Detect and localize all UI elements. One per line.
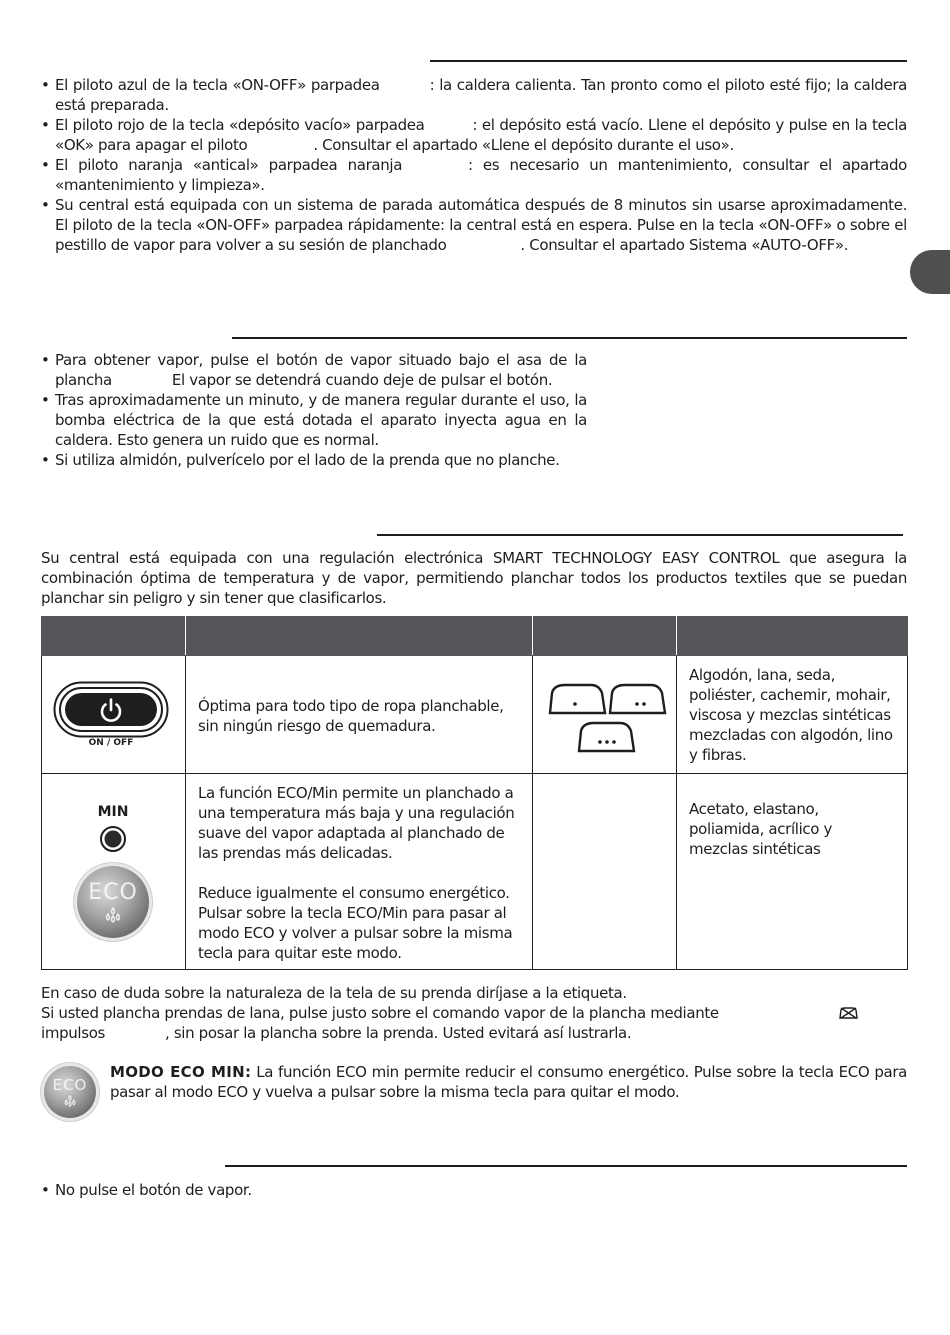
section-1-heading-rule xyxy=(430,60,907,62)
section-1-bullet-list xyxy=(41,75,907,255)
section-3-heading-rule xyxy=(377,534,903,536)
table-header-cell xyxy=(533,617,677,656)
section-4-heading-rule xyxy=(225,1165,907,1167)
section-4-bullet-list xyxy=(41,1180,907,1200)
eco-button xyxy=(77,866,149,938)
description-cell: Óptima para todo tipo de ropa planchable, sin ningún riesgo de quemadura. xyxy=(186,656,533,774)
iron-two-dots-icon xyxy=(610,685,665,713)
table-row xyxy=(42,656,908,774)
table-header-cell xyxy=(42,617,186,656)
section-thumb-tab xyxy=(910,250,950,294)
settings-table xyxy=(41,616,908,970)
eco-mode-title: MODO ECO MIN: xyxy=(110,1063,252,1081)
steam-drops-icon xyxy=(62,1095,78,1107)
description-cell: La función ECO/Min permite un planchado a una temperatura más baja y una regulación suave del vapor adaptada al planchado de las prendas más delicadas. Reduce igualmente el consumo energético. Pulsar sobre la tecla ECO/Min para pasar al modo ECO y volver a pulsar sobre la misma tecla para quitar este modo. xyxy=(186,774,533,970)
iron-three-dots-icon xyxy=(579,723,634,751)
list-item: • No pulse el botón de vapor. xyxy=(41,1180,907,1200)
wool-note-line-1: Si usted plancha prendas de lana, pulse justo sobre el comando vapor de la plancha mediante xyxy=(41,1004,719,1022)
table-header-cell xyxy=(186,617,533,656)
list-item: • El piloto rojo de la tecla «depósito vacío» parpadea : el depósito está vacío. Llene el depósito y pulse en la tecla «OK» para apagar el piloto . Consultar el apartado «Llene el depósito durante el uso». xyxy=(41,115,907,155)
fabric-doubt-note: En caso de duda sobre la naturaleza de la tela de su prenda diríjase a la etiqueta. xyxy=(41,984,627,1002)
wool-note-line-2: impulsos , sin posar la plancha sobre la prenda. Usted evitará así lustrarla. xyxy=(41,1024,632,1042)
section-2-bullet-list xyxy=(41,350,587,470)
table-header-cell xyxy=(677,617,908,656)
list-item: • Si utiliza almidón, pulverícelo por el lado de la prenda que no planche. xyxy=(41,450,587,470)
eco-mode-description: MODO ECO MIN: La función ECO min permite reducir el consumo energético. Pulse sobre la tecla ECO para pasar al modo ECO y vuelva a pulsar sobre la misma tecla para quitar el modo. xyxy=(110,1063,907,1101)
table-row xyxy=(42,774,908,970)
list-item: • Tras aproximadamente un minuto, y de manera regular durante el uso, la bomba eléctrica de la que está dotada el aparato inyecta agua en la caldera. Esto genera un ruido que es normal. xyxy=(41,390,587,450)
eco-mode-badge xyxy=(44,1066,96,1118)
steam-drops-icon xyxy=(103,907,123,923)
min-indicator-light xyxy=(99,825,127,853)
no-iron-contact-icon xyxy=(838,1005,858,1021)
table-header-row xyxy=(42,617,908,656)
section-3-intro: Su central está equipada con una regulación electrónica SMART TECHNOLOGY EASY CONTROL que asegura la combinación óptima de temperatura y de vapor, permitiendo planchar todos los productos textiles que se puedan planchar sin peligro y sin tener que clasificarlos. xyxy=(41,549,907,607)
button-cell xyxy=(42,774,186,970)
list-item: • Para obtener vapor, pulse el botón de vapor situado bajo el asa de la plancha El vapor se detendrá cuando deje de pulsar el botón. xyxy=(41,350,587,390)
eco-mode-badge-label: ECO xyxy=(52,1075,88,1094)
temperature-icons-cell xyxy=(533,774,677,970)
on-off-label: ON / OFF xyxy=(88,738,134,748)
fabrics-cell: Acetato, elastano, poliamida, acrílico y mezclas sintéticas xyxy=(677,774,908,970)
section-2-heading-rule xyxy=(232,337,907,339)
iron-one-dot-icon xyxy=(550,685,605,713)
fabrics-cell: Algodón, lana, seda, poliéster, cachemir, mohair, viscosa y mezclas sintéticas mezcladas con algodón, lino y fibras. xyxy=(677,656,908,774)
list-item: • El piloto naranja «antical» parpadea naranja : es necesario un mantenimiento, consultar el apartado «mantenimiento y limpieza». xyxy=(41,155,907,195)
temperature-icons-cell xyxy=(533,656,677,774)
min-label: MIN xyxy=(97,804,129,820)
list-item: • El piloto azul de la tecla «ON-OFF» parpadea : la caldera calienta. Tan pronto como el piloto esté fijo; la caldera está preparada. xyxy=(41,75,907,115)
on-off-button xyxy=(53,681,169,748)
button-cell xyxy=(42,656,186,774)
eco-button-label: ECO xyxy=(88,879,138,905)
list-item: • Su central está equipada con un sistema de parada automática después de 8 minutos sin usarse aproximadamente. El piloto de la tecla «ON-OFF» parpadea rápidamente: la central está en espera. Pulse en la tecla «ON-OFF» o sobre el pestillo de vapor para volver a su sesión de planchado . Consultar el apartado Sistema «AUTO-OFF». xyxy=(41,195,907,255)
iron-temperature-icons xyxy=(545,677,675,757)
